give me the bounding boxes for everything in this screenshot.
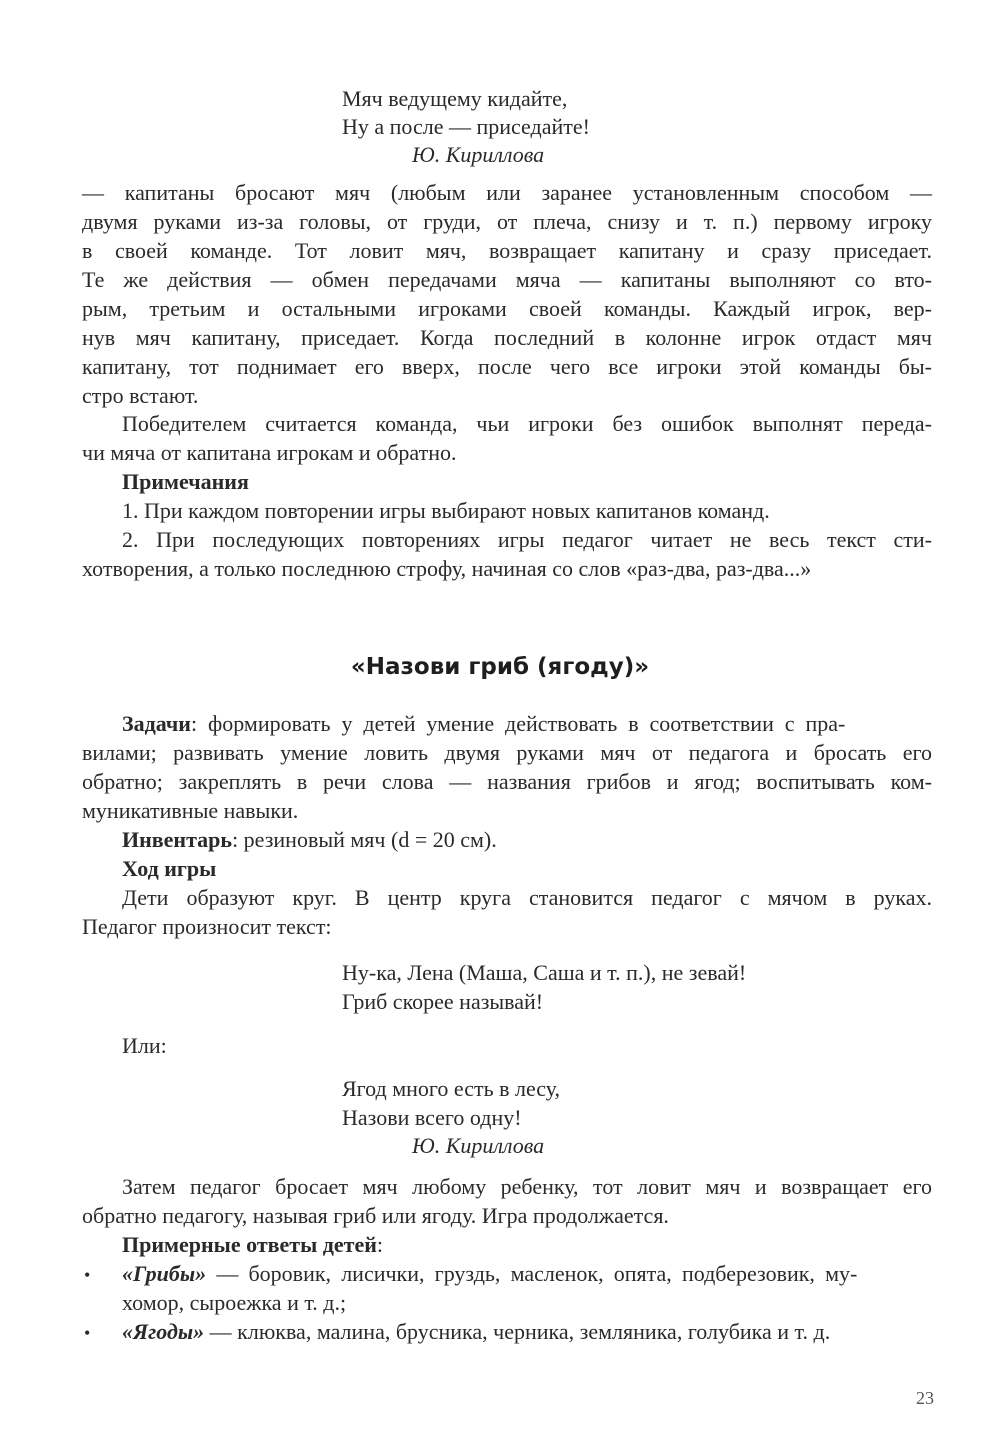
page-number: 23 [916,1388,934,1408]
paragraph-line: чи мяча от капитана игрокам и обратно. [82,440,457,465]
berries-label: «Ягоды» [122,1319,205,1344]
tasks-line: обратно; закреплять в речи слова — названия грибов и ягод; воспитывать ком- [82,769,932,794]
paragraph-line: нув мяч капитану, приседает. Когда последний в колонне игрок отдаст мяч [82,325,932,350]
poem-line: Ну-ка, Лена (Маша, Саша и т. п.), не зевай! [342,960,747,985]
poem-line: Мяч ведущему кидайте, [342,86,568,111]
or-text: Или: [122,1033,167,1058]
inventory-line [122,829,497,851]
paragraph-line: — капитаны бросают мяч (любым или заранее установленным способом — [82,180,932,205]
bullet-icon: • [84,1323,91,1343]
tasks-text: : формировать у детей умение действовать в соответствии с пра- [190,711,846,736]
paragraph-line: рым, третьим и остальными игроками своей команды. Каждый игрок, вер- [82,296,932,321]
tasks-first-line [122,713,845,735]
notes-heading: Примечания [122,469,249,494]
inventory-label: Инвентарь [122,827,233,852]
paragraph-line: в своей команде. Тот ловит мяч, возвращает капитану и сразу приседает. [82,238,932,263]
bullet-icon: • [84,1265,91,1285]
berries-text: — клюква, малина, брусника, черника, земляника, голубика и т. д. [204,1319,831,1344]
paragraph-line: Те же действия — обмен передачами мяча — капитаны выполняют со вто- [82,267,932,292]
poem-line: Ну а после — приседайте! [342,114,590,139]
game-title: «Назови гриб (ягоду)» [350,654,650,680]
course-heading: Ход игры [122,856,217,881]
course-line: Педагог произносит текст: [82,914,332,939]
tasks-label: Задачи [122,711,191,736]
paragraph-line: двумя руками из-за головы, от груди, от плеча, снизу и т. п.) первому игроку [82,209,932,234]
poem-line: Назови всего одну! [342,1105,522,1130]
answers-heading-line [122,1234,383,1256]
mushrooms-text: — боровик, лисички, груздь, масленок, опята, подберезовик, му- [206,1261,858,1286]
answer-line: хомор, сыроежка и т. д.; [122,1290,347,1315]
course-line: Дети образуют круг. В центр круга становится педагог с мячом в руках. [122,885,932,910]
answer-line [122,1263,932,1285]
note-item: хотворения, а только последнюю строфу, начиная со слов «раз-два, раз-два...» [82,556,812,581]
tasks-line: вилами; развивать умение ловить двумя руками мяч от педагога и бросать его [82,740,932,765]
paragraph-line: обратно педагогу, называя гриб или ягоду. Игра продолжается. [82,1203,669,1228]
poem-line: Ягод много есть в лесу, [342,1076,561,1101]
tasks-line: муникативные навыки. [82,798,299,823]
paragraph-line: Затем педагог бросает мяч любому ребенку, тот ловит мяч и возвращает его [122,1174,932,1199]
answer-line [122,1321,830,1343]
note-item: 1. При каждом повторении игры выбирают новых капитанов команд. [122,498,770,523]
poem-author: Ю. Кириллова [412,1133,545,1158]
paragraph-line: капитану, тот поднимает его вверх, после чего все игроки этой команды бы- [82,354,932,379]
answers-colon: : [376,1232,384,1257]
answers-heading: Примерные ответы детей [122,1232,377,1257]
inventory-text: : резиновый мяч (d = 20 см). [232,827,497,852]
poem-line: Гриб скорее называй! [342,989,544,1014]
mushrooms-label: «Грибы» [122,1261,207,1286]
paragraph-line: стро встают. [82,383,199,408]
tasks-line [122,713,932,735]
poem-author: Ю. Кириллова [412,142,545,167]
paragraph-line: Победителем считается команда, чьи игроки без ошибок выполнят переда- [122,411,932,436]
answer-mushrooms [122,1263,857,1285]
note-item: 2. При последующих повторениях игры педагог читает не весь текст сти- [122,527,932,552]
